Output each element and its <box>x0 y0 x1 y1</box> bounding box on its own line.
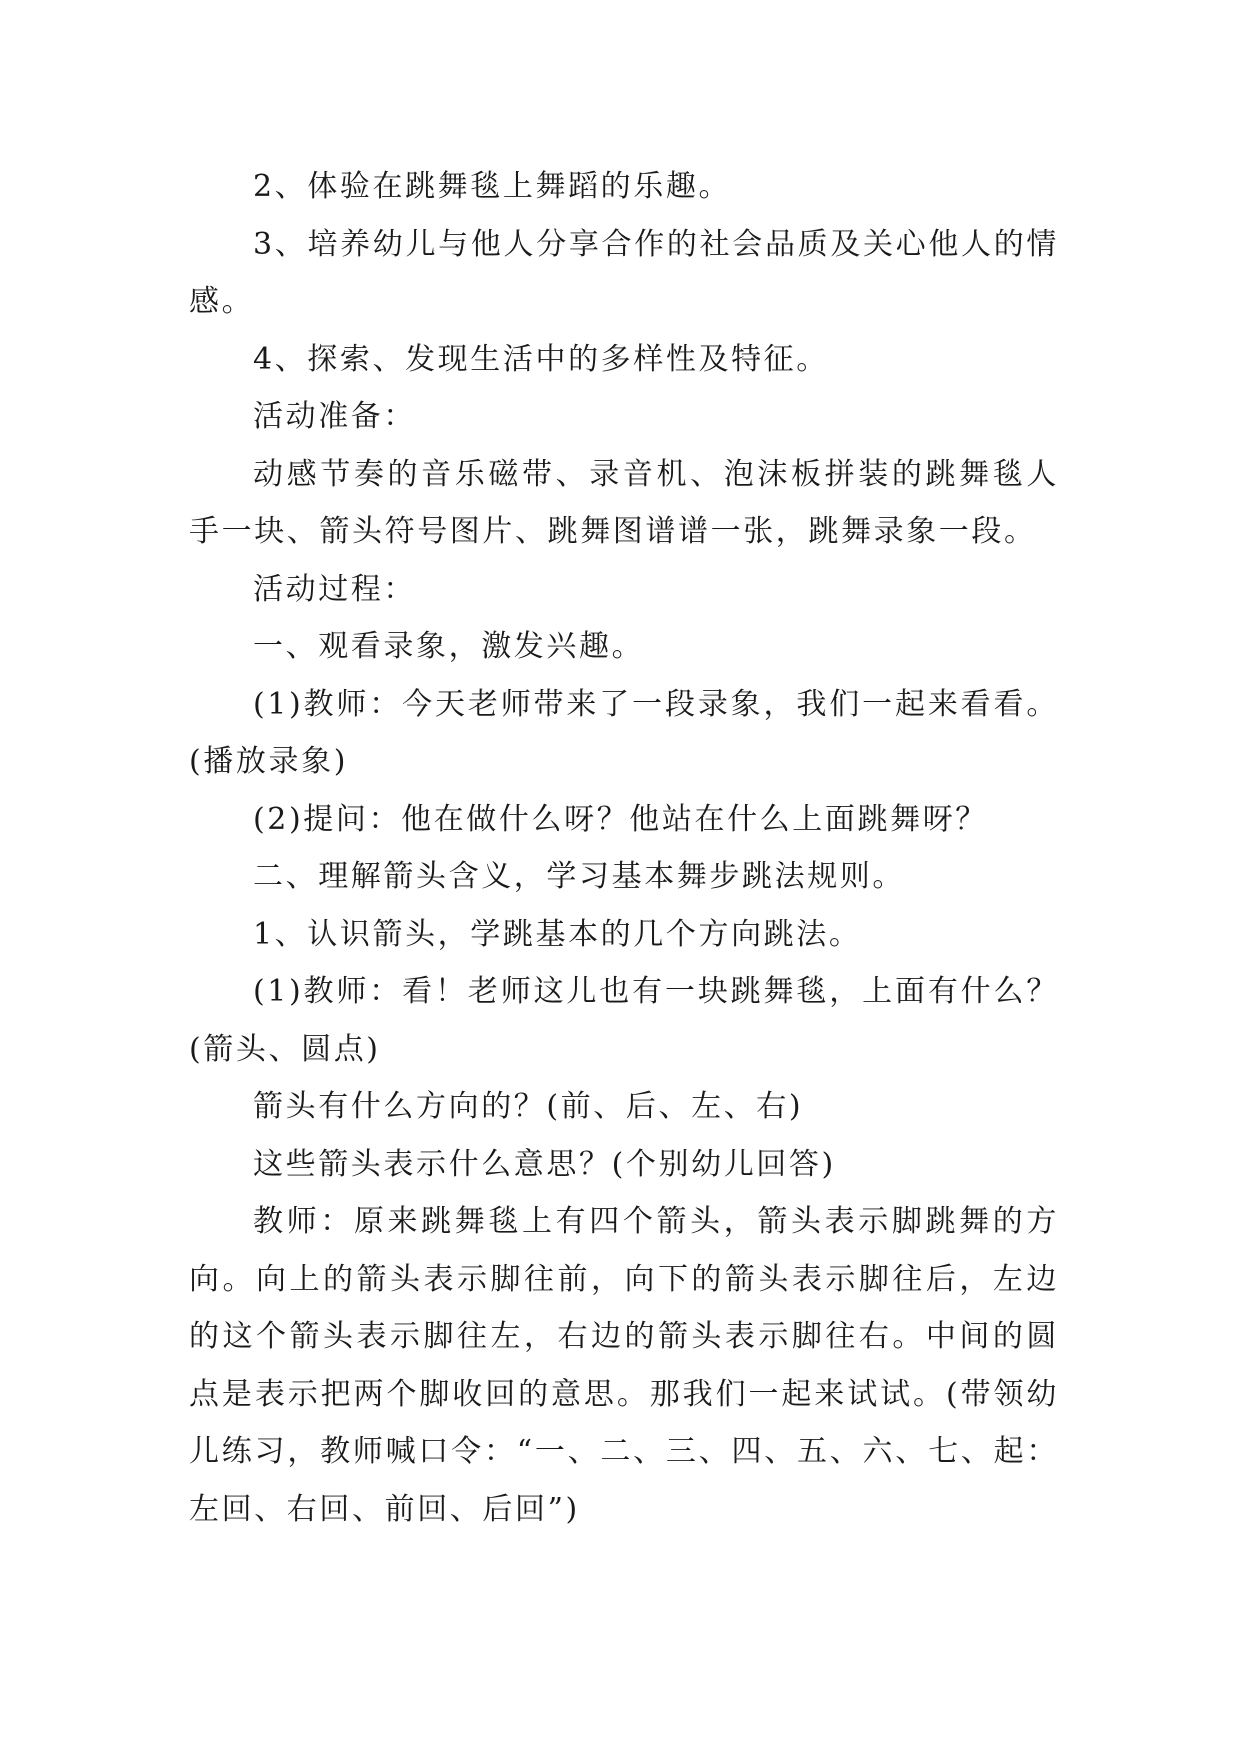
paragraph-goal-2: 2、体验在跳舞毯上舞蹈的乐趣。 <box>253 169 732 204</box>
paragraph-goal-4: 4、探索、发现生活中的多样性及特征。 <box>253 341 829 377</box>
section-one-title: 一、观看录象，激发兴趣。 <box>253 629 645 664</box>
paragraph-arrow-directions: 箭头有什么方向的？(前、后、左、右) <box>253 1089 804 1124</box>
paragraph-preparation-materials: 动感节奏的音乐磁带、录音机、泡沫板拼装的跳舞毯人手一块、箭头符号图片、跳舞图谱谱一张，跳舞录象一段。 <box>189 456 1059 549</box>
heading-activity-preparation: 活动准备： <box>253 399 416 434</box>
document-body <box>189 158 1059 1538</box>
paragraph-step-1: (1)教师：今天老师带来了一段录象，我们一起来看看。(播放录象) <box>189 686 1059 779</box>
paragraph-teacher-explanation: 教师：原来跳舞毯上有四个箭头，箭头表示脚跳舞的方向。向上的箭头表示脚往前，向下的箭头表示脚往后，左边的这个箭头表示脚往左，右边的箭头表示脚往右。中间的圆点是表示把两个脚收回的意思。那我们一起来试试。(带领幼儿练习，教师喊口令：“一、二、三、四、五、六、七、起：左回、右回、前回、后回”) <box>189 1204 1059 1527</box>
paragraph-step-2: (2)提问：他在做什么呀？他站在什么上面跳舞呀？ <box>253 801 988 837</box>
section-two-title: 二、理解箭头含义，学习基本舞步跳法规则。 <box>253 859 905 894</box>
subsection-1-title: 1、认识箭头，学跳基本的几个方向跳法。 <box>253 916 862 952</box>
paragraph-arrow-meaning: 这些箭头表示什么意思？(个别幼儿回答) <box>253 1146 836 1182</box>
heading-activity-process: 活动过程： <box>253 571 416 607</box>
paragraph-teacher-question: (1)教师：看！老师这儿也有一块跳舞毯，上面有什么？(箭头、圆点) <box>189 974 1059 1067</box>
paragraph-goal-3: 3、培养幼儿与他人分享合作的社会品质及关心他人的情感。 <box>189 226 1059 319</box>
